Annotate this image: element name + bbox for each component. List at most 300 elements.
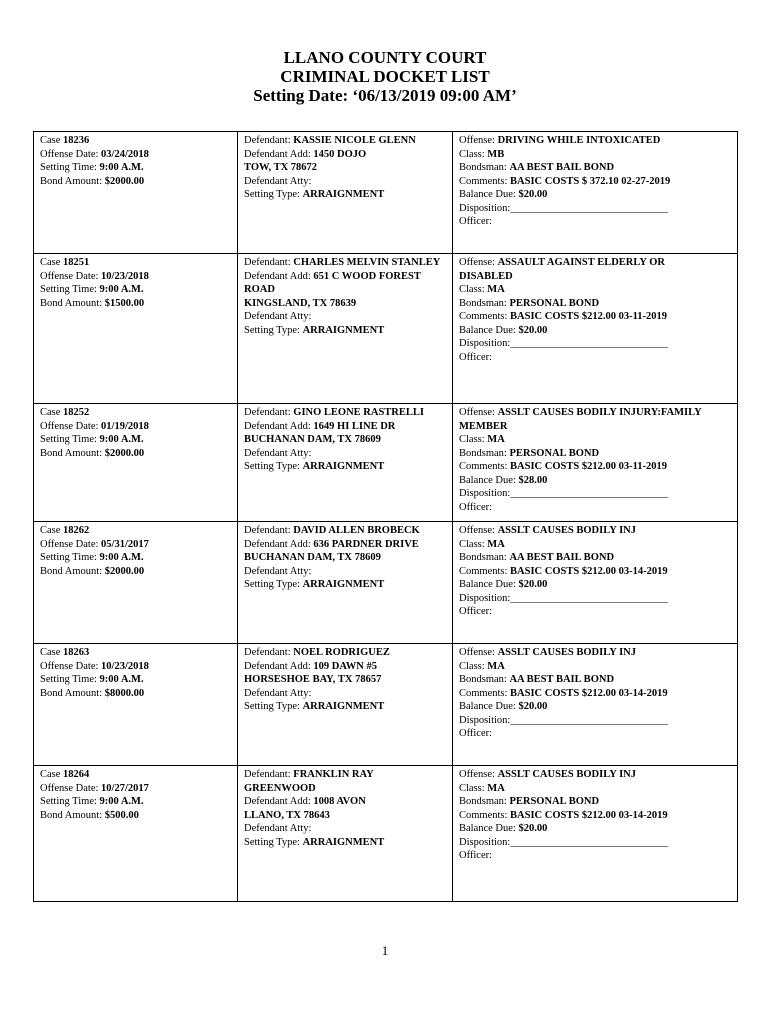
offense-value: ASSLT CAUSES BODILY INJURY:FAMILY bbox=[497, 407, 702, 418]
defendant-address-line bbox=[244, 161, 447, 175]
setting-time-value: 9:00 A.M. bbox=[99, 284, 144, 295]
comments bbox=[459, 565, 732, 579]
setting-type-label: Setting Type: bbox=[244, 461, 300, 472]
offense-class-label: Class: bbox=[459, 538, 485, 550]
setting-time-value: 9:00 A.M. bbox=[99, 796, 144, 807]
setting-type-value: ARRAIGNMENT bbox=[302, 836, 385, 848]
case-number-label: Case bbox=[40, 647, 61, 658]
disposition bbox=[459, 836, 732, 850]
offense-date bbox=[40, 270, 232, 284]
offense-class-label: Class: bbox=[459, 284, 485, 295]
offense-value: ASSAULT AGAINST ELDERLY OR bbox=[497, 257, 665, 268]
defendant-atty bbox=[244, 310, 447, 324]
bondsman-label: Bondsman: bbox=[459, 552, 507, 563]
offense-class-value: MA bbox=[487, 782, 505, 794]
offense-class-value: MA bbox=[487, 538, 505, 550]
defendant-cell bbox=[238, 404, 453, 522]
balance-due-label: Balance Due: bbox=[459, 189, 516, 200]
offense bbox=[459, 406, 732, 420]
case-number-label: Case bbox=[40, 135, 61, 146]
comments bbox=[459, 460, 732, 474]
balance-due-value: $20.00 bbox=[518, 189, 548, 200]
bondsman-value: AA BEST BAIL BOND bbox=[509, 552, 615, 563]
defendant-name-value: CHARLES MELVIN STANLEY bbox=[293, 257, 441, 268]
defendant-address-value: HORSESHOE BAY, TX 78657 bbox=[244, 674, 382, 685]
bond-amount bbox=[40, 809, 232, 823]
officer bbox=[459, 351, 732, 365]
officer bbox=[459, 849, 732, 863]
defendant-name bbox=[244, 646, 447, 660]
offense-date-label: Offense Date: bbox=[40, 782, 99, 794]
defendant-name bbox=[244, 134, 447, 148]
comments bbox=[459, 687, 732, 701]
officer-label: Officer: bbox=[459, 850, 493, 861]
setting-type-value: ARRAIGNMENT bbox=[302, 461, 385, 472]
setting-type-label: Setting Type: bbox=[244, 189, 300, 200]
offense bbox=[459, 646, 732, 660]
defendant-name-value: GINO LEONE RASTRELLI bbox=[293, 407, 424, 418]
bondsman bbox=[459, 673, 732, 687]
disposition bbox=[459, 337, 732, 351]
bondsman bbox=[459, 795, 732, 809]
case-number bbox=[40, 768, 232, 782]
case-number bbox=[40, 524, 232, 538]
officer bbox=[459, 605, 732, 619]
defendant-atty-label: Defendant Atty: bbox=[244, 823, 312, 834]
offense-label: Offense: bbox=[459, 525, 495, 536]
offense bbox=[459, 256, 732, 270]
bond-amount-label: Bond Amount: bbox=[40, 809, 103, 821]
setting-type-label: Setting Type: bbox=[244, 701, 300, 712]
defendant-address-line bbox=[244, 297, 447, 311]
disposition-label: Disposition:______________________________ bbox=[459, 202, 668, 214]
setting-type-value: ARRAIGNMENT bbox=[302, 324, 385, 336]
offense-class-label: Class: bbox=[459, 782, 485, 794]
page-number: 1 bbox=[381, 943, 389, 958]
docket-row bbox=[34, 254, 738, 404]
comments-label: Comments: bbox=[459, 461, 508, 472]
bondsman-label: Bondsman: bbox=[459, 674, 507, 685]
defendant-address-value: 1649 HI LINE DR bbox=[313, 420, 396, 432]
setting-time-label: Setting Time: bbox=[40, 552, 97, 563]
defendant-address-value: BUCHANAN DAM, TX 78609 bbox=[244, 434, 381, 445]
setting-time-value: 9:00 A.M. bbox=[99, 434, 144, 445]
case-number-value: 18236 bbox=[63, 135, 90, 146]
bond-amount-value: $2000.00 bbox=[104, 565, 145, 577]
offense-label: Offense: bbox=[459, 769, 495, 780]
defendant-atty bbox=[244, 565, 447, 579]
disposition-label: Disposition:______________________________ bbox=[459, 488, 668, 499]
comments bbox=[459, 310, 732, 324]
offense-date-label: Offense Date: bbox=[40, 538, 99, 550]
bond-amount-value: $8000.00 bbox=[104, 687, 145, 699]
case-info-cell bbox=[34, 132, 238, 254]
bondsman-value: PERSONAL BOND bbox=[509, 297, 600, 309]
balance-due bbox=[459, 578, 732, 592]
comments bbox=[459, 175, 732, 189]
defendant-atty bbox=[244, 175, 447, 189]
case-number-value: 18251 bbox=[63, 257, 90, 268]
officer-label: Officer: bbox=[459, 728, 493, 739]
officer-label: Officer: bbox=[459, 606, 493, 617]
case-info-cell bbox=[34, 644, 238, 766]
setting-time-value: 9:00 A.M. bbox=[99, 162, 144, 173]
bondsman-label: Bondsman: bbox=[459, 297, 507, 309]
case-info-cell bbox=[34, 254, 238, 404]
setting-time-label: Setting Time: bbox=[40, 162, 97, 173]
setting-type bbox=[244, 188, 447, 202]
defendant-name bbox=[244, 768, 447, 795]
offense-date bbox=[40, 538, 232, 552]
balance-due-label: Balance Due: bbox=[459, 701, 516, 712]
offense-date-label: Offense Date: bbox=[40, 660, 99, 672]
offense-label: Offense: bbox=[459, 647, 495, 658]
offense-date-label: Offense Date: bbox=[40, 148, 99, 160]
offense-class bbox=[459, 538, 732, 552]
offense-class bbox=[459, 782, 732, 796]
balance-due bbox=[459, 324, 732, 338]
setting-time bbox=[40, 433, 232, 447]
bond-amount-value: $500.00 bbox=[104, 809, 139, 821]
defendant-atty-label: Defendant Atty: bbox=[244, 687, 312, 699]
defendant-address bbox=[244, 420, 447, 434]
offense-class-label: Class: bbox=[459, 434, 485, 445]
offense-date-value: 10/23/2018 bbox=[101, 270, 149, 282]
setting-time bbox=[40, 551, 232, 565]
setting-type bbox=[244, 460, 447, 474]
bondsman bbox=[459, 297, 732, 311]
case-number-label: Case bbox=[40, 769, 61, 780]
offense-class-value: MA bbox=[487, 434, 505, 445]
offense-date-label: Offense Date: bbox=[40, 420, 99, 432]
defendant-atty-label: Defendant Atty: bbox=[244, 175, 312, 187]
setting-type bbox=[244, 578, 447, 592]
defendant-address-value: ROAD bbox=[244, 284, 275, 295]
bond-amount bbox=[40, 447, 232, 461]
comments-value: BASIC COSTS $212.00 03-14-2019 bbox=[510, 687, 668, 699]
balance-due bbox=[459, 822, 732, 836]
setting-type-label: Setting Type: bbox=[244, 579, 300, 590]
offense-cell bbox=[453, 132, 738, 254]
balance-due-label: Balance Due: bbox=[459, 324, 516, 336]
defendant-address-line bbox=[244, 809, 447, 823]
defendant-address-value: LLANO, TX 78643 bbox=[244, 809, 330, 821]
offense-value: ASSLT CAUSES BODILY INJ bbox=[497, 525, 637, 536]
setting-type-value: ARRAIGNMENT bbox=[302, 701, 385, 712]
docket-row bbox=[34, 644, 738, 766]
balance-due-value: $20.00 bbox=[518, 823, 548, 834]
bondsman-label: Bondsman: bbox=[459, 447, 507, 459]
case-info-cell bbox=[34, 766, 238, 902]
disposition-label: Disposition:______________________________ bbox=[459, 338, 668, 349]
defendant-address-label: Defendant Add: bbox=[244, 538, 311, 550]
balance-due bbox=[459, 474, 732, 488]
bond-amount-value: $2000.00 bbox=[104, 175, 145, 187]
bond-amount-label: Bond Amount: bbox=[40, 565, 103, 577]
bondsman-value: PERSONAL BOND bbox=[509, 796, 600, 807]
offense-label: Offense: bbox=[459, 257, 495, 268]
case-number-value: 18262 bbox=[63, 525, 90, 536]
setting-time bbox=[40, 795, 232, 809]
comments-label: Comments: bbox=[459, 175, 508, 187]
case-number-label: Case bbox=[40, 407, 61, 418]
setting-date: Setting Date: ‘06/13/2019 09:00 AM’ bbox=[253, 86, 517, 105]
offense-label: Offense: bbox=[459, 407, 495, 418]
defendant-address-value: TOW, TX 78672 bbox=[244, 162, 318, 173]
offense-value: DRIVING WHILE INTOXICATED bbox=[497, 135, 661, 146]
defendant-name bbox=[244, 256, 447, 270]
comments-value: BASIC COSTS $212.00 03-11-2019 bbox=[510, 461, 667, 472]
docket-row bbox=[34, 766, 738, 902]
case-info-cell bbox=[34, 522, 238, 644]
offense-date-value: 03/24/2018 bbox=[101, 148, 149, 160]
officer bbox=[459, 501, 732, 515]
offense-cell bbox=[453, 522, 738, 644]
docket-header bbox=[0, 48, 770, 105]
offense-value: ASSLT CAUSES BODILY INJ bbox=[497, 769, 637, 780]
bond-amount-value: $2000.00 bbox=[104, 447, 145, 459]
bond-amount-label: Bond Amount: bbox=[40, 687, 103, 699]
case-number bbox=[40, 406, 232, 420]
defendant-name bbox=[244, 406, 447, 420]
defendant-address-value: 651 C WOOD FOREST bbox=[313, 270, 421, 282]
defendant-address-line bbox=[244, 551, 447, 565]
setting-type-label: Setting Type: bbox=[244, 836, 300, 848]
bond-amount bbox=[40, 687, 232, 701]
defendant-name-label: Defendant: bbox=[244, 525, 291, 536]
setting-time-value: 9:00 A.M. bbox=[99, 674, 144, 685]
bondsman-value: AA BEST BAIL BOND bbox=[509, 162, 615, 173]
offense-date-label: Offense Date: bbox=[40, 270, 99, 282]
defendant-address-value: BUCHANAN DAM, TX 78609 bbox=[244, 552, 381, 563]
offense bbox=[459, 768, 732, 782]
bondsman bbox=[459, 447, 732, 461]
offense-cell bbox=[453, 644, 738, 766]
defendant-atty-label: Defendant Atty: bbox=[244, 447, 312, 459]
offense-class bbox=[459, 433, 732, 447]
balance-due-label: Balance Due: bbox=[459, 579, 516, 590]
case-number-label: Case bbox=[40, 525, 61, 536]
setting-time-value: 9:00 A.M. bbox=[99, 552, 144, 563]
case-info-cell bbox=[34, 404, 238, 522]
bond-amount bbox=[40, 565, 232, 579]
setting-time bbox=[40, 283, 232, 297]
setting-type-value: ARRAIGNMENT bbox=[302, 189, 385, 200]
bondsman-value: PERSONAL BOND bbox=[509, 447, 600, 459]
bond-amount-label: Bond Amount: bbox=[40, 297, 103, 309]
defendant-atty bbox=[244, 822, 447, 836]
case-number bbox=[40, 134, 232, 148]
comments-label: Comments: bbox=[459, 809, 508, 821]
disposition-label: Disposition:______________________________ bbox=[459, 592, 668, 604]
defendant-address-value: KINGSLAND, TX 78639 bbox=[244, 297, 357, 309]
defendant-name-value: FRANKLIN RAY GREENWOOD bbox=[244, 769, 374, 794]
setting-time-label: Setting Time: bbox=[40, 796, 97, 807]
setting-time bbox=[40, 161, 232, 175]
defendant-name-label: Defendant: bbox=[244, 135, 291, 146]
offense-date bbox=[40, 420, 232, 434]
defendant-address-line bbox=[244, 283, 447, 297]
defendant-atty-label: Defendant Atty: bbox=[244, 565, 312, 577]
disposition-label: Disposition:______________________________ bbox=[459, 714, 668, 726]
comments-value: BASIC COSTS $212.00 03-14-2019 bbox=[510, 809, 668, 821]
docket-row bbox=[34, 522, 738, 644]
offense-date bbox=[40, 660, 232, 674]
offense-class-value: MA bbox=[487, 284, 505, 295]
bondsman bbox=[459, 161, 732, 175]
defendant-name-value: NOEL RODRIGUEZ bbox=[293, 647, 390, 658]
list-title: CRIMINAL DOCKET LIST bbox=[280, 67, 490, 86]
officer-label: Officer: bbox=[459, 501, 493, 513]
offense bbox=[459, 524, 732, 538]
disposition bbox=[459, 714, 732, 728]
docket-row bbox=[34, 404, 738, 522]
bondsman-label: Bondsman: bbox=[459, 796, 507, 807]
comments-label: Comments: bbox=[459, 311, 508, 322]
defendant-atty bbox=[244, 447, 447, 461]
defendant-address-line bbox=[244, 673, 447, 687]
defendant-name-label: Defendant: bbox=[244, 769, 291, 780]
balance-due-value: $20.00 bbox=[518, 579, 548, 590]
offense-label: Offense: bbox=[459, 135, 495, 146]
offense-class bbox=[459, 283, 732, 297]
defendant-cell bbox=[238, 132, 453, 254]
offense-class-label: Class: bbox=[459, 660, 485, 672]
comments-label: Comments: bbox=[459, 687, 508, 699]
defendant-cell bbox=[238, 522, 453, 644]
defendant-cell bbox=[238, 766, 453, 902]
offense-value: ASSLT CAUSES BODILY INJ bbox=[497, 647, 637, 658]
offense-class-label: Class: bbox=[459, 148, 485, 160]
officer-label: Officer: bbox=[459, 351, 493, 363]
setting-time-label: Setting Time: bbox=[40, 284, 97, 295]
defendant-address bbox=[244, 148, 447, 162]
balance-due-value: $28.00 bbox=[518, 474, 548, 486]
comments-value: BASIC COSTS $212.00 03-11-2019 bbox=[510, 311, 667, 322]
bondsman bbox=[459, 551, 732, 565]
offense-line bbox=[459, 270, 732, 284]
offense-date-value: 01/19/2018 bbox=[101, 420, 149, 432]
balance-due bbox=[459, 188, 732, 202]
defendant-address-value: 636 PARDNER DRIVE bbox=[313, 538, 419, 550]
defendant-address-value: 1450 DOJO bbox=[313, 148, 367, 160]
defendant-name-value: KASSIE NICOLE GLENN bbox=[293, 135, 416, 146]
case-number-value: 18252 bbox=[63, 407, 90, 418]
docket-table bbox=[33, 131, 738, 902]
case-number-value: 18264 bbox=[63, 769, 90, 780]
bondsman-value: AA BEST BAIL BOND bbox=[509, 674, 615, 685]
case-number-label: Case bbox=[40, 257, 61, 268]
defendant-name-value: DAVID ALLEN BROBECK bbox=[293, 525, 420, 536]
offense bbox=[459, 134, 732, 148]
offense-date bbox=[40, 782, 232, 796]
offense-date-value: 10/27/2017 bbox=[101, 782, 149, 794]
bond-amount-label: Bond Amount: bbox=[40, 175, 103, 187]
defendant-name-label: Defendant: bbox=[244, 647, 291, 658]
balance-due-value: $20.00 bbox=[518, 324, 548, 336]
defendant-address bbox=[244, 538, 447, 552]
offense-cell bbox=[453, 404, 738, 522]
defendant-address-line bbox=[244, 433, 447, 447]
offense-date-value: 10/23/2018 bbox=[101, 660, 149, 672]
setting-type-label: Setting Type: bbox=[244, 324, 300, 336]
defendant-atty-label: Defendant Atty: bbox=[244, 311, 312, 322]
court-title: LLANO COUNTY COURT bbox=[283, 48, 487, 67]
officer bbox=[459, 727, 732, 741]
disposition-label: Disposition:______________________________ bbox=[459, 836, 668, 848]
offense-class bbox=[459, 148, 732, 162]
offense-date bbox=[40, 148, 232, 162]
case-number-value: 18263 bbox=[63, 647, 90, 658]
offense-line bbox=[459, 420, 732, 434]
bond-amount bbox=[40, 297, 232, 311]
offense-cell bbox=[453, 766, 738, 902]
case-number bbox=[40, 256, 232, 270]
balance-due-label: Balance Due: bbox=[459, 474, 516, 486]
setting-type-value: ARRAIGNMENT bbox=[302, 579, 385, 590]
comments bbox=[459, 809, 732, 823]
balance-due-value: $20.00 bbox=[518, 701, 548, 712]
officer-label: Officer: bbox=[459, 216, 493, 227]
offense-value: DISABLED bbox=[459, 270, 513, 282]
defendant-address bbox=[244, 795, 447, 809]
offense-value: MEMBER bbox=[459, 420, 508, 432]
defendant-name-label: Defendant: bbox=[244, 407, 291, 418]
defendant-name bbox=[244, 524, 447, 538]
defendant-address bbox=[244, 660, 447, 674]
bond-amount-label: Bond Amount: bbox=[40, 447, 103, 459]
balance-due-label: Balance Due: bbox=[459, 823, 516, 834]
comments-value: BASIC COSTS $ 372.10 02-27-2019 bbox=[510, 175, 671, 187]
defendant-address-label: Defendant Add: bbox=[244, 796, 311, 807]
defendant-atty bbox=[244, 687, 447, 701]
bond-amount bbox=[40, 175, 232, 189]
bond-amount-value: $1500.00 bbox=[104, 297, 145, 309]
defendant-address-value: 1008 AVON bbox=[313, 796, 366, 807]
offense-class-value: MA bbox=[487, 660, 505, 672]
defendant-address-label: Defendant Add: bbox=[244, 270, 311, 282]
docket-row bbox=[34, 132, 738, 254]
offense-cell bbox=[453, 254, 738, 404]
defendant-cell bbox=[238, 254, 453, 404]
setting-time bbox=[40, 673, 232, 687]
setting-time-label: Setting Time: bbox=[40, 434, 97, 445]
officer bbox=[459, 215, 732, 229]
disposition bbox=[459, 487, 732, 501]
setting-type bbox=[244, 700, 447, 714]
defendant-address bbox=[244, 270, 447, 284]
defendant-cell bbox=[238, 644, 453, 766]
offense-date-value: 05/31/2017 bbox=[101, 538, 149, 550]
setting-type bbox=[244, 836, 447, 850]
setting-type bbox=[244, 324, 447, 338]
defendant-address-label: Defendant Add: bbox=[244, 660, 311, 672]
offense-class-value: MB bbox=[487, 148, 505, 160]
defendant-name-label: Defendant: bbox=[244, 257, 291, 268]
disposition bbox=[459, 592, 732, 606]
offense-class bbox=[459, 660, 732, 674]
defendant-address-label: Defendant Add: bbox=[244, 420, 311, 432]
bondsman-label: Bondsman: bbox=[459, 162, 507, 173]
defendant-address-value: 109 DAWN #5 bbox=[313, 660, 377, 672]
comments-label: Comments: bbox=[459, 565, 508, 577]
disposition bbox=[459, 202, 732, 216]
comments-value: BASIC COSTS $212.00 03-14-2019 bbox=[510, 565, 668, 577]
defendant-address-label: Defendant Add: bbox=[244, 148, 311, 160]
balance-due bbox=[459, 700, 732, 714]
setting-time-label: Setting Time: bbox=[40, 674, 97, 685]
case-number bbox=[40, 646, 232, 660]
